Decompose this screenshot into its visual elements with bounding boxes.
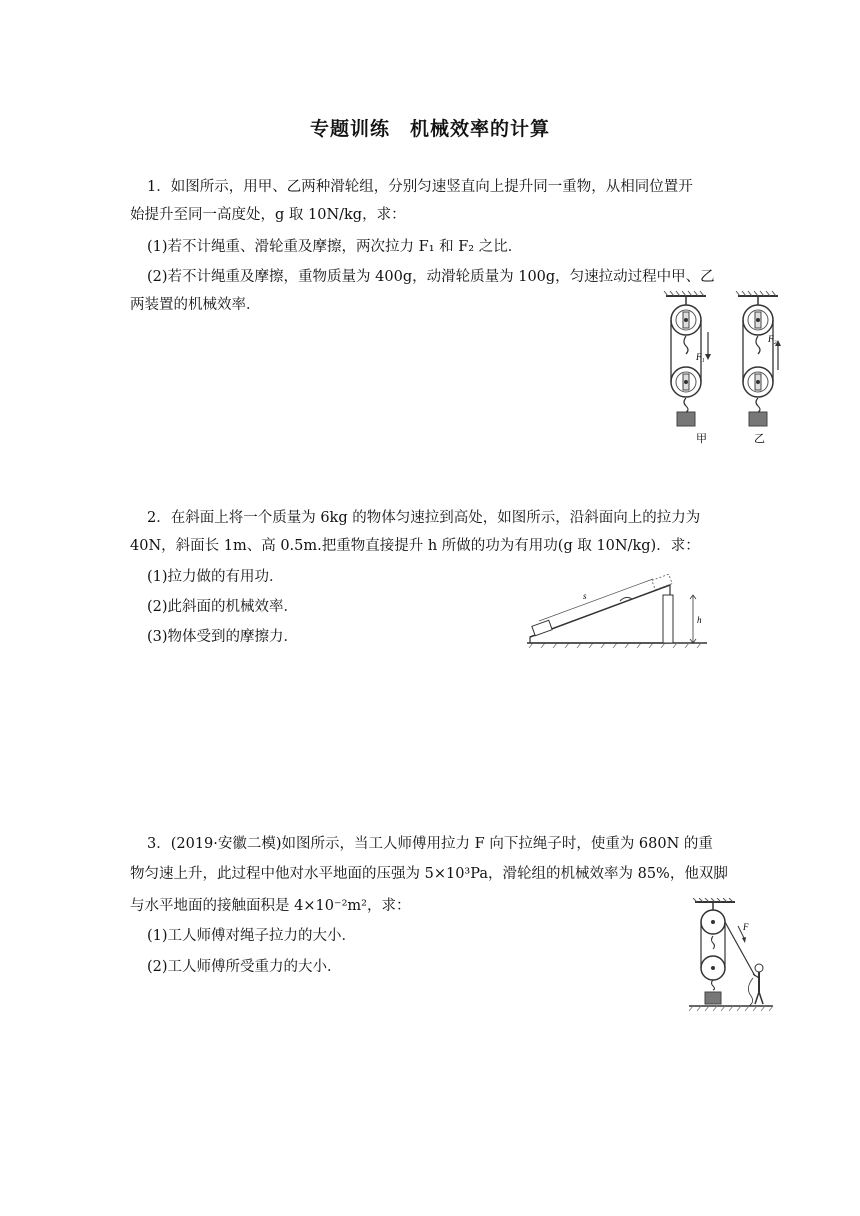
- q2-sub1: (1)拉力做的有用功．: [147, 569, 284, 585]
- pulley-systems-figure: [650, 290, 785, 450]
- q1-line2: 始提升至同一高度处，g 取 10N/kg，求：: [130, 207, 406, 223]
- fig-f1-label: F₁: [696, 352, 705, 362]
- q3-line2: 物匀速上升，此过程中他对水平地面的压强为 5×10³Pa，滑轮组的机械效率为 85%，他双脚: [130, 866, 728, 882]
- q3-line3: 与水平地面的接触面积是 4×10⁻²m²，求：: [130, 898, 411, 914]
- q1-line1: 1．如图所示，用甲、乙两种滑轮组，分别匀速竖直向上提升同一重物，从相同位置开: [147, 179, 693, 195]
- pulley-system-left: [671, 296, 711, 445]
- fig-label-right: 乙: [754, 433, 765, 445]
- fig-f-label: F: [743, 922, 749, 932]
- q1-sub2a: (2)若不计绳重及摩擦，重物质量为 400g，动滑轮质量为 100g，匀速拉动过程中甲、乙: [147, 269, 715, 285]
- fig-h-label: h: [697, 615, 702, 625]
- q1-sub1: (1)若不计绳重、滑轮重及摩擦，两次拉力 F₁ 和 F₂ 之比．: [147, 239, 523, 255]
- page-title: 专题训练 机械效率的计算: [309, 118, 550, 140]
- pulley-system-right: [743, 296, 781, 445]
- worker-pulley-figure: [685, 898, 775, 1018]
- fig-label-left: 甲: [696, 433, 707, 445]
- q2-sub2: (2)此斜面的机械效率．: [147, 599, 299, 615]
- incline-figure: [525, 565, 710, 650]
- q3-sub1: (1)工人师傅对绳子拉力的大小．: [147, 928, 357, 944]
- ceiling-right: [736, 291, 778, 296]
- q3-sub2: (2)工人师傅所受重力的大小．: [147, 959, 342, 975]
- ceiling-left: [664, 291, 706, 296]
- q2-sub3: (3)物体受到的摩擦力．: [147, 629, 299, 645]
- fig-s-label: s: [583, 591, 587, 601]
- q3-line1: 3．(2019·安徽二模)如图所示，当工人师傅用拉力 F 向下拉绳子时，使重为 680N 的重: [147, 836, 713, 852]
- q1-sub2b: 两装置的机械效率．: [130, 297, 261, 313]
- q2-line1: 2．在斜面上将一个质量为 6kg 的物体匀速拉到高处，如图所示，沿斜面向上的拉力为: [147, 510, 701, 526]
- fig-f2-label: F₂: [768, 334, 777, 344]
- q2-line2: 40N，斜面长 1m、高 0.5m.把重物直接提升 h 所做的功为有用功(g 取 10N/kg)．求：: [130, 538, 700, 554]
